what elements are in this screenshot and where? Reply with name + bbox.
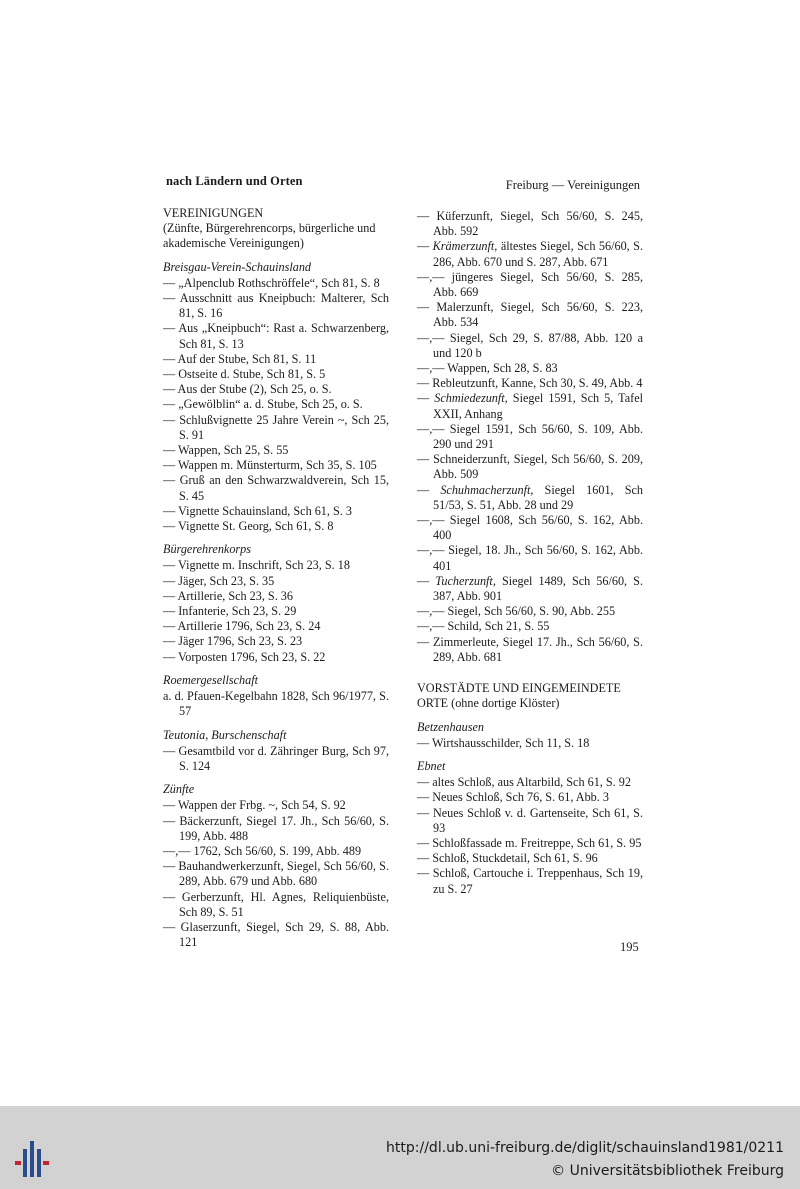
index-entry: — Infanterie, Sch 23, S. 29 xyxy=(163,604,297,619)
index-entry: — Gruß an den Schwarzwaldverein, Sch 15, S. 45 xyxy=(163,473,389,503)
index-entry: — Neues Schloß v. d. Gartenseite, Sch 61, S. 93 xyxy=(417,805,643,835)
index-entry: a. d. Pfauen-Kegelbahn 1828, Sch 96/1977, S. 57 xyxy=(163,689,389,719)
index-entry: — Jäger, Sch 23, S. 35 xyxy=(163,573,275,588)
group-heading: Roemergesellschaft xyxy=(163,672,258,687)
group-heading: Bürgerehrenkorps xyxy=(163,542,252,557)
section-title: VORSTÄDTE UND EINGEMEINDETE xyxy=(417,681,621,696)
index-entry: —,— Siegel, Sch 56/60, S. 90, Abb. 255 xyxy=(417,604,616,619)
index-entry: — Ausschnitt aus Kneipbuch: Malterer, Sch 81, S. 16 xyxy=(163,291,389,321)
index-entry: — Malerzunft, Siegel, Sch 56/60, S. 223, Abb. 534 xyxy=(417,300,644,330)
group-heading: Teutonia, Burschenschaft xyxy=(163,727,287,742)
index-entry: — Schloß, Stuckdetail, Sch 61, S. 96 xyxy=(417,851,598,866)
index-entry: —,— Wappen, Sch 28, S. 83 xyxy=(417,361,558,376)
index-entry: — „Alpenclub Rothschröffele“, Sch 81, S. 8 xyxy=(163,275,380,290)
index-entry: — altes Schloß, aus Altarbild, Sch 61, S. 92 xyxy=(417,775,631,790)
source-url-link[interactable]: http://dl.ub.uni-freiburg.de/diglit/schauinsland1981/0211 xyxy=(386,1140,784,1156)
index-entry: — Schloßfassade m. Freitreppe, Sch 61, S. 95 xyxy=(417,835,642,850)
copyright-notice: © Universitätsbibliothek Freiburg xyxy=(551,1163,784,1179)
section-title: VEREINIGUNGEN xyxy=(163,206,264,220)
index-entry: — Wappen m. Münsterturm, Sch 35, S. 105 xyxy=(163,458,377,473)
index-entry: — Glaserzunft, Siegel, Sch 29, S. 88, Abb. 121 xyxy=(163,919,389,950)
section-subtitle: ORTE (ohne dortige Klöster) xyxy=(417,696,560,711)
group-heading: Zünfte xyxy=(163,782,195,797)
index-entry: — Auf der Stube, Sch 81, S. 11 xyxy=(163,351,317,366)
index-entry: — Gerberzunft, Hl. Agnes, Reliquienbüste, Sch 89, S. 51 xyxy=(163,889,389,919)
index-entry: —,— Siegel 1591, Sch 56/60, S. 109, Abb. 290 und 291 xyxy=(417,421,643,452)
index-entry: — Aus der Stube (2), Sch 25, o. S. xyxy=(163,382,332,397)
index-entry: —,— jüngeres Siegel, Sch 56/60, S. 285, Abb. 669 xyxy=(417,269,643,300)
library-logo-icon xyxy=(10,1141,54,1177)
index-entry: — Vorposten 1796, Sch 23, S. 22 xyxy=(163,649,326,664)
index-entry: — Krämerzunft, ältestes Siegel, Sch 56/60, S. 286, Abb. 670 und S. 287, Abb. 671 xyxy=(417,239,644,269)
index-entry: — Tucherzunft, Siegel 1489, Sch 56/60, S. 387, Abb. 901 xyxy=(417,573,643,604)
index-entry: — Zimmerleute, Siegel 17. Jh., Sch 56/60, S. 289, Abb. 681 xyxy=(417,634,643,664)
index-entry: —,— Siegel, Sch 29, S. 87/88, Abb. 120 a und 120 b xyxy=(417,330,643,360)
index-entry: — „Gewölblin“ a. d. Stube, Sch 25, o. S. xyxy=(163,397,363,412)
page-number: 195 xyxy=(620,940,639,954)
index-entry: — Vignette St. Georg, Sch 61, S. 8 xyxy=(163,519,334,534)
index-entry: — Wappen der Frbg. ~, Sch 54, S. 92 xyxy=(163,798,346,813)
group-heading: Ebnet xyxy=(417,758,446,773)
group-heading: Breisgau-Verein-Schauinsland xyxy=(163,259,312,274)
index-entry: —,— Siegel, 18. Jh., Sch 56/60, S. 162, Abb. 401 xyxy=(417,543,643,573)
right-column xyxy=(417,209,643,897)
index-entry: — Artillerie, Sch 23, S. 36 xyxy=(163,588,293,603)
left-column xyxy=(163,206,389,950)
running-header-right: Freiburg — Vereinigungen xyxy=(505,178,640,192)
index-entry: — Schlußvignette 25 Jahre Verein ~, Sch 25, S. 91 xyxy=(163,412,389,442)
index-entry: — Bauhandwerkerzunft, Siegel, Sch 56/60, S. 289, Abb. 679 und Abb. 680 xyxy=(163,859,389,889)
group-heading: Betzenhausen xyxy=(417,719,485,734)
index-entry: — Aus „Kneipbuch“: Rast a. Schwarzenberg, Sch 81, S. 13 xyxy=(163,321,389,351)
index-entry: — Artillerie 1796, Sch 23, S. 24 xyxy=(163,619,321,634)
index-entry: — Ostseite d. Stube, Sch 81, S. 5 xyxy=(163,367,326,382)
index-entry: — Jäger 1796, Sch 23, S. 23 xyxy=(163,634,303,649)
index-entry: — Rebleutzunft, Kanne, Sch 30, S. 49, Abb. 4 xyxy=(417,376,643,391)
index-entry: — Wirtshausschilder, Sch 11, S. 18 xyxy=(417,735,590,750)
index-entry: — Schneiderzunft, Siegel, Sch 56/60, S. 209, Abb. 509 xyxy=(417,452,643,482)
index-entry: —,— Siegel 1608, Sch 56/60, S. 162, Abb. 400 xyxy=(417,513,643,543)
index-entry: —,— 1762, Sch 56/60, S. 199, Abb. 489 xyxy=(163,843,362,858)
section-subtitle: (Zünfte, Bürgerehrencorps, bürgerliche und akademische Vereinigungen) xyxy=(163,221,376,251)
index-entry: —,— Schild, Sch 21, S. 55 xyxy=(417,619,550,634)
index-entry: — Vignette Schauinsland, Sch 61, S. 3 xyxy=(163,503,352,518)
index-entry: — Wappen, Sch 25, S. 55 xyxy=(163,443,289,458)
index-entry: — Neues Schloß, Sch 76, S. 61, Abb. 3 xyxy=(417,790,609,805)
index-entry: — Schloß, Cartouche i. Treppenhaus, Sch 19, zu S. 27 xyxy=(417,866,643,896)
index-entry: — Küferzunft, Siegel, Sch 56/60, S. 245, Abb. 592 xyxy=(417,209,644,239)
index-entry: — Bäckerzunft, Siegel 17. Jh., Sch 56/60, S. 199, Abb. 488 xyxy=(163,813,389,843)
running-header-left: nach Ländern und Orten xyxy=(166,174,303,188)
index-entry: — Gesamtbild vor d. Zähringer Burg, Sch 97, S. 124 xyxy=(163,743,389,773)
index-entry: — Schmiedezunft, Siegel 1591, Sch 5, Tafel XXII, Anhang xyxy=(417,391,643,421)
index-entry: — Schuhmacherzunft, Siegel 1601, Sch 51/53, S. 51, Abb. 28 und 29 xyxy=(417,482,643,512)
index-entry: — Vignette m. Inschrift, Sch 23, S. 18 xyxy=(163,558,350,573)
